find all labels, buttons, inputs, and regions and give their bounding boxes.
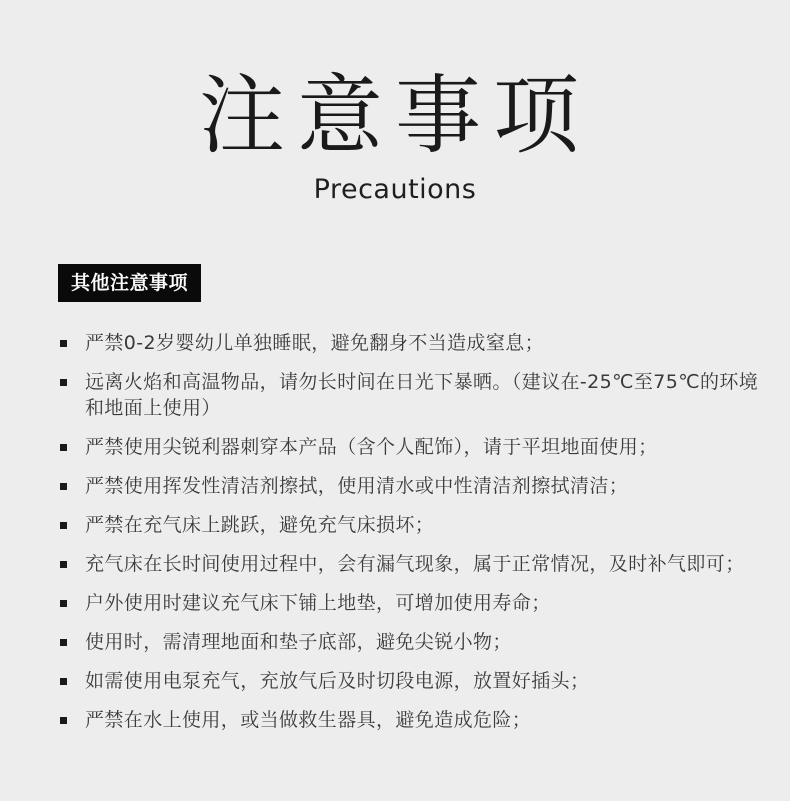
- square-bullet-icon: [60, 444, 67, 451]
- list-item: [60, 434, 775, 460]
- square-bullet-icon: [60, 717, 67, 724]
- list-item-text: 严禁在水上使用，或当做救生器具，避免造成危险；: [85, 709, 532, 731]
- square-bullet-icon: [60, 522, 67, 529]
- square-bullet-icon: [60, 678, 67, 685]
- list-item: [60, 668, 775, 694]
- section-heading-badge: 其他注意事项: [58, 264, 201, 302]
- square-bullet-icon: [60, 561, 67, 568]
- square-bullet-icon: [60, 379, 67, 386]
- list-item-text: 充气床在长时间使用过程中，会有漏气现象，属于正常情况，及时补气即可；: [85, 553, 745, 575]
- list-item: [60, 707, 775, 733]
- square-bullet-icon: [60, 639, 67, 646]
- list-item: [60, 551, 775, 577]
- list-item: [60, 629, 775, 655]
- list-item-text: 严禁使用尖锐利器刺穿本产品（含个人配饰），请于平坦地面使用；: [85, 436, 658, 458]
- list-item-text: 严禁在充气床上跳跃，避免充气床损坏；: [85, 514, 435, 536]
- list-item-text: 户外使用时建议充气床下铺上地垫，可增加使用寿命；: [85, 592, 551, 614]
- page-title: 注意事项: [199, 66, 591, 166]
- list-item: [60, 473, 775, 499]
- list-item-text: 严禁0-2岁婴幼儿单独睡眠，避免翻身不当造成窒息；: [85, 332, 545, 354]
- list-item-text: 远离火焰和高温物品，请勿长时间在日光下暴晒。（建议在-25℃至75℃的环境和地面上使用）: [85, 371, 759, 419]
- list-item-text: 如需使用电泵充气，充放气后及时切段电源，放置好插头；: [85, 670, 590, 692]
- list-item-text: 使用时，需清理地面和垫子底部，避免尖锐小物；: [85, 631, 512, 653]
- list-item: [60, 590, 775, 616]
- list-item: [60, 330, 775, 356]
- square-bullet-icon: [60, 340, 67, 347]
- square-bullet-icon: [60, 483, 67, 490]
- list-item-text: 严禁使用挥发性清洁剂擦拭，使用清水或中性清洁剂擦拭清洁；: [85, 475, 629, 497]
- precautions-list: [60, 330, 775, 746]
- square-bullet-icon: [60, 600, 67, 607]
- list-item: [60, 512, 775, 538]
- list-item: [60, 369, 775, 421]
- page-subtitle: Precautions: [313, 174, 477, 205]
